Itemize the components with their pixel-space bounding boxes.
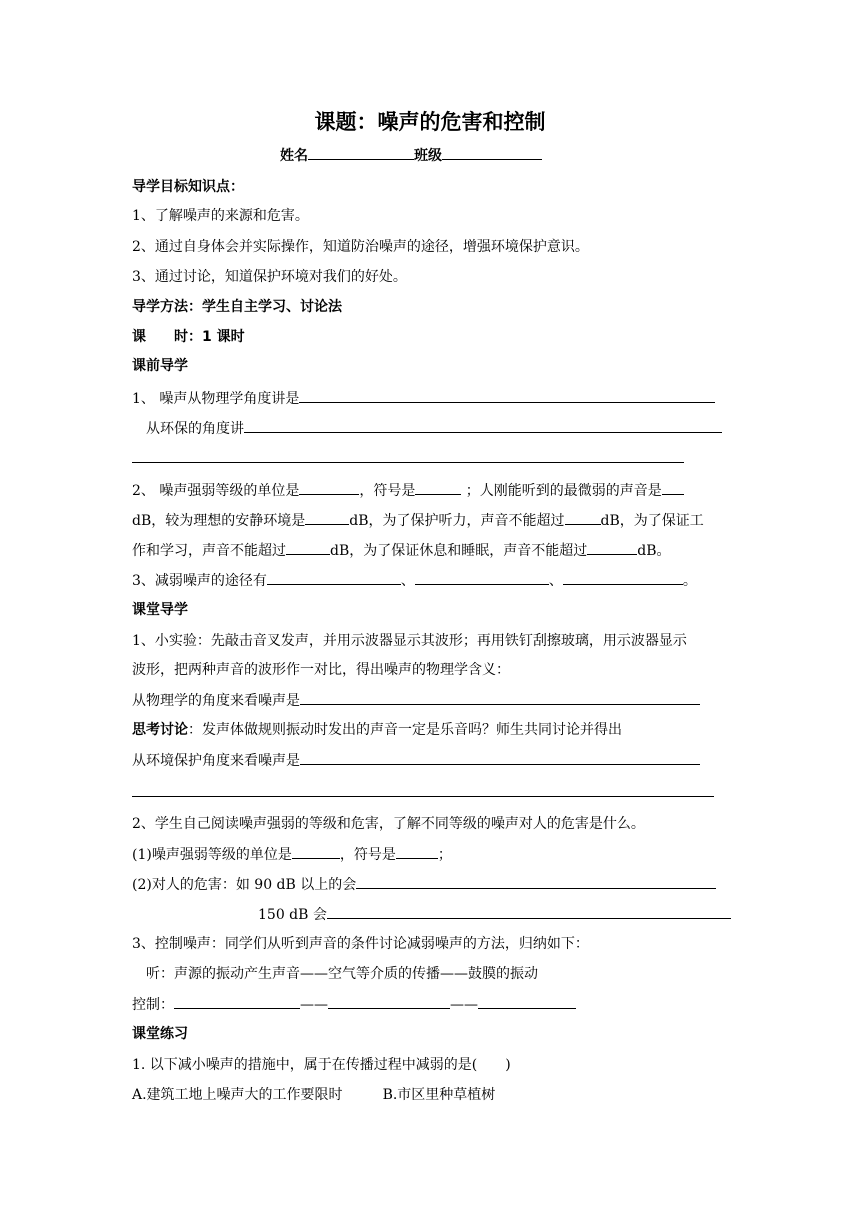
- answer-blank[interactable]: [299, 389, 715, 403]
- env-view: [132, 751, 700, 770]
- answer-blank[interactable]: [563, 571, 683, 585]
- in-class-item2-3: [258, 905, 731, 924]
- question-text: dB，为了保证工: [600, 513, 704, 529]
- student-info-row: [280, 146, 542, 165]
- class-label: 班级: [414, 148, 442, 164]
- dash: ——: [450, 997, 478, 1013]
- answer-blank[interactable]: [396, 845, 438, 859]
- question-text: (1)噪声强弱等级的单位是: [132, 847, 292, 863]
- in-class-item2-1: [132, 845, 452, 864]
- answer-blank[interactable]: [356, 875, 716, 889]
- answer-blank[interactable]: [305, 511, 349, 525]
- question-text: 从环境保护角度来看噪声是: [132, 753, 300, 769]
- practice-heading: 课堂练习: [132, 1026, 188, 1042]
- question-text: 150 dB 会: [258, 907, 327, 923]
- method-line: 导学方法：学生自主学习、讨论法: [132, 299, 342, 315]
- name-label: 姓名: [280, 148, 308, 164]
- answer-blank[interactable]: [300, 751, 700, 765]
- answer-blank[interactable]: [244, 419, 722, 433]
- question-text: 2、 噪声强弱等级的单位是: [132, 483, 300, 499]
- separator: 、: [400, 573, 415, 589]
- name-blank[interactable]: [308, 146, 414, 160]
- question-text: dB，为了保护听力，声音不能超过: [349, 513, 565, 529]
- class-blank[interactable]: [442, 146, 542, 160]
- question-text: 作和学习，声音不能超过: [132, 543, 286, 559]
- answer-blank[interactable]: [174, 995, 300, 1009]
- practice-options: [132, 1086, 495, 1104]
- period-mark: 。: [682, 573, 697, 589]
- answer-blank[interactable]: [565, 511, 601, 525]
- answer-blank[interactable]: [300, 691, 700, 705]
- question-text: 3、减弱噪声的途径有: [132, 573, 267, 589]
- period-line: [132, 328, 245, 346]
- question-text: ，符号是: [339, 847, 396, 863]
- question-text: ；人刚能听到的最微弱的声音是: [461, 483, 662, 499]
- experiment-text: 波形，把两种声音的波形作一对比，得出噪声的物理学含义：: [132, 662, 510, 678]
- control-chain: [132, 995, 576, 1014]
- objective-item: 3、通过讨论，知道保护环境对我们的好处。: [132, 269, 407, 285]
- objective-item: 2、通过自身体会并实际操作，知道防治噪声的途径，增强环境保护意识。: [132, 239, 589, 255]
- in-class-item2: 2、学生自己阅读噪声强弱的等级和危害，了解不同等级的噪声对人的危害是什么。: [132, 816, 645, 832]
- question-text: ，符号是: [359, 483, 416, 499]
- question-text: 从物理学的角度来看噪声是: [132, 693, 300, 709]
- option-a[interactable]: A.建筑工地上噪声大的工作要限时: [132, 1087, 343, 1103]
- pre-q2-line2: [132, 511, 704, 530]
- experiment-text: 1、小实验：先敲击音叉发声，并用示波器显示其波形；再用铁钉刮擦玻璃，用示波器显示: [132, 633, 687, 649]
- question-text: 从环保的角度讲: [146, 421, 244, 437]
- answer-line[interactable]: [132, 796, 714, 797]
- semicolon: ；: [437, 847, 452, 863]
- question-text: (2)对人的危害：如 90 dB 以上的会: [132, 877, 357, 893]
- question-text: dB。: [637, 543, 671, 559]
- practice-q1: 1. 以下减小噪声的措施中，属于在传播过程中减弱的是( ): [132, 1057, 511, 1073]
- physics-view: [132, 691, 700, 710]
- answer-blank[interactable]: [415, 571, 549, 585]
- answer-line[interactable]: [132, 462, 684, 463]
- discussion-label: 思考讨论: [132, 722, 188, 738]
- pre-q3: [132, 571, 697, 590]
- objective-item: 1、了解噪声的来源和危害。: [132, 208, 309, 224]
- pre-q2-line3: [132, 541, 671, 560]
- in-class-item3: 3、控制噪声：同学们从听到声音的条件讨论减弱噪声的方法，归纳如下：: [132, 936, 589, 952]
- answer-blank[interactable]: [328, 995, 450, 1009]
- option-b[interactable]: B.市区里种草植树: [382, 1087, 496, 1103]
- in-class-heading: 课堂导学: [132, 602, 188, 618]
- answer-blank[interactable]: [286, 541, 330, 555]
- answer-blank[interactable]: [327, 905, 731, 919]
- pre-class-heading: 课前导学: [132, 358, 188, 374]
- answer-blank[interactable]: [299, 481, 359, 495]
- objectives-heading: 导学目标知识点：: [132, 179, 244, 195]
- discussion-text: ：发声体做规则振动时发出的声音一定是乐音吗？师生共同讨论并得出: [188, 722, 622, 738]
- answer-blank[interactable]: [267, 571, 401, 585]
- in-class-item2-2: [132, 875, 716, 894]
- pre-q2-line1: [132, 481, 684, 500]
- control-label: 控制：: [132, 997, 174, 1013]
- period-value: 1 课时: [202, 329, 245, 345]
- pre-q1-b: [146, 419, 722, 438]
- question-text: dB，较为理想的安静环境是: [132, 513, 306, 529]
- page-title: 课题：噪声的危害和控制: [314, 110, 546, 134]
- dash: ——: [300, 997, 328, 1013]
- answer-blank[interactable]: [662, 481, 684, 495]
- pre-q1-a: [132, 389, 715, 408]
- hearing-chain: 听：声源的振动产生声音——空气等介质的传播——鼓膜的振动: [146, 966, 538, 982]
- period-label: 课 时：: [132, 329, 202, 345]
- answer-blank[interactable]: [587, 541, 637, 555]
- question-text: 1、 噪声从物理学角度讲是: [132, 391, 300, 407]
- answer-blank[interactable]: [292, 845, 340, 859]
- question-text: dB，为了保证休息和睡眠，声音不能超过: [330, 543, 588, 559]
- discussion: [132, 721, 622, 739]
- separator: 、: [548, 573, 563, 589]
- answer-blank[interactable]: [415, 481, 461, 495]
- answer-blank[interactable]: [478, 995, 576, 1009]
